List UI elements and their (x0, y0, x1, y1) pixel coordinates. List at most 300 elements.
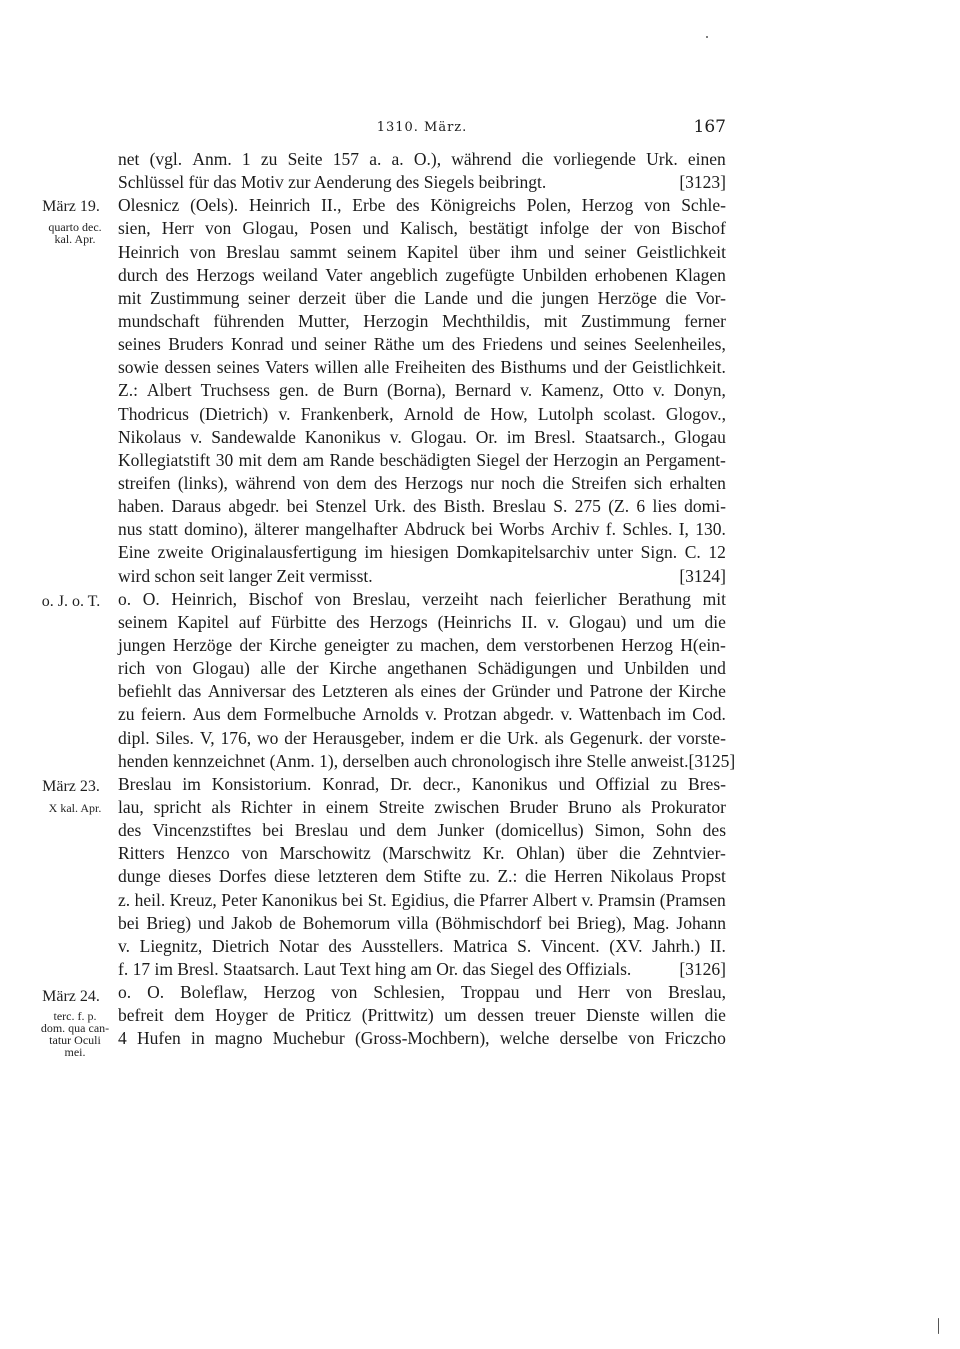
word: C. (684, 542, 701, 563)
word: im (364, 542, 383, 563)
word: seiner (247, 287, 290, 308)
word: rich (118, 658, 146, 679)
word: indem (410, 727, 455, 748)
word: Glogau, (242, 218, 299, 239)
word: Staatsarch., (584, 426, 666, 447)
word: zu (660, 773, 678, 794)
word: Herr (577, 982, 610, 1003)
text-line (118, 773, 726, 796)
margin-note: mei. (64, 1045, 86, 1059)
word: des (413, 496, 437, 517)
text-line-content: Schlüssel für das Motiv zur Aenderung des Siegels beibringt. (118, 172, 547, 193)
word: Vater (325, 264, 363, 285)
word: über (468, 241, 500, 262)
word: und (550, 334, 577, 355)
word: während (451, 149, 512, 169)
text-line (118, 981, 726, 1004)
word: Herzogs (369, 611, 428, 632)
word: Peter (221, 889, 258, 910)
word: Ohlan) (516, 843, 565, 864)
word: Bresl. (534, 426, 576, 447)
word: Vaters (265, 357, 309, 378)
text-line (118, 842, 726, 865)
word: Jakob (231, 912, 273, 933)
text-line (118, 611, 726, 634)
word: 12 (708, 542, 726, 563)
word: durch (118, 264, 158, 285)
word: Siles. (155, 727, 194, 748)
word: dem (227, 704, 258, 725)
word: ihm (510, 241, 538, 262)
word: Ausstellers. (361, 935, 444, 956)
word: Thodricus (118, 403, 189, 424)
word: als (211, 796, 231, 817)
word: Kamenz, (541, 380, 604, 401)
word: alle (260, 658, 286, 679)
word: im (506, 426, 526, 447)
word: Herzöge (172, 634, 233, 655)
word: Herzogs (404, 472, 464, 493)
word: das (177, 681, 202, 702)
word: Daraus (171, 496, 222, 517)
word: mit (238, 449, 262, 470)
word: S. (517, 935, 532, 956)
word: und (556, 681, 583, 702)
word: Jahrh.) (652, 935, 701, 956)
word: 176, (220, 727, 252, 748)
word: Or. (475, 426, 498, 447)
word: Posen (309, 218, 352, 239)
word: Frankenberk, (300, 403, 394, 424)
word: Prokurator (651, 796, 726, 817)
text-line (118, 403, 726, 426)
word: dem (396, 820, 427, 841)
word: um (444, 1005, 467, 1026)
word: dessen (164, 357, 212, 378)
word: Schle- (681, 195, 726, 216)
word: und (476, 287, 503, 308)
word: sien, (118, 218, 151, 239)
word: während (235, 472, 296, 493)
word: Albert (532, 889, 578, 910)
word: Konrad, (322, 773, 380, 794)
word: mit (702, 588, 726, 609)
word: Junker (437, 820, 485, 841)
word: v. (118, 935, 130, 956)
paper-speck (938, 1318, 939, 1334)
word: Stifte (423, 866, 462, 887)
word: Bres- (688, 773, 726, 794)
word: wo (256, 727, 279, 748)
word: über (576, 843, 608, 864)
word: v. (278, 403, 291, 424)
word: Albert (146, 380, 192, 401)
word: Bernard (454, 380, 512, 401)
word: (XV. (609, 935, 643, 956)
word: (Borna), (387, 380, 446, 401)
word: der (462, 681, 486, 702)
word: die (542, 472, 564, 493)
word: des (336, 611, 360, 632)
word: Priticz (305, 1005, 352, 1026)
word: Schädigungen (477, 658, 577, 679)
record-number: [3126] (679, 958, 726, 979)
text-line (118, 634, 726, 657)
word: Olesnicz (118, 195, 180, 216)
word: (Dietrich) (199, 403, 269, 424)
word: v. (560, 704, 573, 725)
word: Herzogin (553, 449, 619, 470)
word: o. (118, 588, 132, 609)
word: domino), (184, 519, 248, 540)
word: der (604, 357, 627, 378)
word: Bisth. (443, 496, 486, 517)
word: S. (553, 496, 568, 517)
word: Kapitel (177, 611, 229, 632)
word: bei (548, 912, 570, 933)
word: dem (336, 472, 367, 493)
text-line (118, 426, 726, 449)
word: erhalten (669, 472, 726, 493)
word: zu (260, 149, 278, 169)
word: Brieg) (146, 912, 192, 933)
word: Urk. (374, 496, 406, 517)
word: sich (633, 472, 663, 493)
word: Muchebur (272, 1028, 345, 1049)
word: der (600, 218, 623, 239)
word: bei (341, 889, 364, 910)
word: nus (118, 519, 143, 540)
word: von (205, 218, 232, 239)
word: von (628, 1028, 655, 1049)
word: Zustimmung (149, 287, 240, 308)
word: die (511, 287, 533, 308)
word: Bruno (567, 796, 612, 817)
word: Bischof (248, 588, 304, 609)
word: Patrone (589, 681, 643, 702)
text-line (118, 194, 726, 217)
word: und (636, 611, 663, 632)
text-line (118, 518, 726, 541)
word: Egidius, (391, 889, 450, 910)
word: die (525, 866, 547, 887)
word: Mechthildis, (442, 310, 531, 331)
word: des (328, 935, 352, 956)
word: Kirche (678, 681, 726, 702)
text-line (118, 565, 726, 588)
word: Dienste (586, 1005, 640, 1026)
word: v. (652, 380, 665, 401)
word: heil. (134, 889, 166, 910)
word: Geistlichkeit. (632, 357, 726, 378)
word: des (165, 264, 189, 285)
word: von (189, 241, 216, 262)
text-line (118, 680, 726, 703)
word: die (453, 889, 475, 910)
word: des (292, 681, 316, 702)
word: die (704, 611, 726, 632)
word: Propst (681, 866, 726, 887)
word: der (239, 634, 262, 655)
word: willen (650, 1005, 694, 1026)
word: Brieg), (576, 912, 626, 933)
word: (domicellus) (495, 820, 584, 841)
word: die (704, 1005, 726, 1026)
word: Vincenzstiftes (152, 820, 252, 841)
word: dem (267, 449, 298, 470)
word: Mutter, (298, 310, 350, 331)
word: I, (678, 519, 689, 540)
word: Herzog (263, 982, 316, 1003)
document-body (118, 148, 736, 1050)
word: Herzogin (363, 310, 429, 331)
word: von (331, 982, 358, 1003)
word: eines (420, 681, 457, 702)
word: und (572, 357, 599, 378)
word: Worbs (499, 519, 545, 540)
word: im (667, 704, 686, 725)
word: v. (520, 380, 533, 401)
text-line (118, 703, 726, 726)
word: infolge (539, 218, 590, 239)
text-line-content: wird schon seit langer Zeit vermisst. (118, 565, 373, 586)
word: v. (547, 611, 560, 632)
word: Breslau, (352, 588, 411, 609)
word: die (665, 287, 687, 308)
word: zu (396, 634, 413, 655)
word: (Z. (608, 496, 630, 517)
word: Archiv (550, 519, 600, 540)
word: Offizial (595, 773, 650, 794)
text-line (118, 750, 736, 773)
word: Vincent. (540, 935, 600, 956)
word: Nikolaus (610, 866, 674, 887)
word: als (544, 727, 564, 748)
word: Herren (554, 866, 603, 887)
word: (Böhmischdorf (435, 912, 542, 933)
word: 157 (332, 149, 359, 169)
word: Letzteren (321, 681, 388, 702)
word: willen (314, 357, 359, 378)
word: in (190, 1028, 205, 1049)
text-line (118, 541, 726, 564)
word: Klagen (675, 264, 726, 285)
word: Eine (118, 542, 151, 563)
word: der (649, 727, 672, 748)
word: Notar (278, 935, 319, 956)
text-line (118, 935, 726, 958)
word: Glogau. (410, 426, 467, 447)
word: Erbe (352, 195, 386, 216)
word: Vor- (695, 287, 726, 308)
word: Arnold (403, 403, 454, 424)
text-line-content: henden kennzeichnet (Anm. 1), derselben auch chronologisch ihre Stelle anweist. (118, 750, 689, 771)
word: derzeit (298, 287, 346, 308)
word: Domkapitelsarchiv (456, 542, 590, 563)
word: derselbe (559, 1028, 618, 1049)
word: Breslau (118, 773, 172, 794)
word: zwischen (434, 796, 500, 817)
word: dem (486, 634, 517, 655)
word: und (699, 658, 726, 679)
word: lau, (118, 796, 144, 817)
word: auf (238, 611, 262, 632)
word: die (394, 287, 416, 308)
word: Kanonikus (471, 773, 548, 794)
word: lies (652, 496, 677, 517)
word: v. (389, 426, 402, 447)
margin-date: o. J. o. T. (41, 593, 101, 610)
word: O. (147, 982, 165, 1003)
word: Originalausfertigung (210, 542, 357, 563)
word: Glogov., (665, 403, 726, 424)
word: des (374, 472, 398, 493)
word: de (463, 403, 481, 424)
text-line (118, 1004, 726, 1027)
word: als (621, 796, 642, 817)
word: letzteren (317, 866, 378, 887)
word: Polen, (526, 195, 571, 216)
word: II., (321, 195, 342, 216)
word: am (302, 449, 325, 470)
word: machen, (420, 634, 480, 655)
margin-notes (0, 0, 118, 1349)
word: dieses (168, 866, 212, 887)
word: Protzan (443, 704, 497, 725)
word: Bisthums (500, 357, 567, 378)
word: net (118, 149, 140, 169)
margin-note: dom. qua can- (40, 1021, 110, 1035)
word: die (619, 843, 641, 864)
word: jungen (541, 287, 590, 308)
word: Kalisch, (400, 218, 458, 239)
word: beschädigten (379, 449, 471, 470)
word: Berathung (618, 588, 691, 609)
word: von (644, 195, 671, 216)
text-line (118, 310, 726, 333)
word: jungen (118, 634, 166, 655)
word: nach (489, 588, 523, 609)
word: domi- (684, 496, 726, 517)
margin-note: X kal. Apr. (48, 801, 102, 815)
word: (Gross-Mochbern), (354, 1028, 490, 1049)
word: seinem (347, 241, 397, 262)
word: (Heinrichs (437, 611, 512, 632)
word: Pfarrer (479, 889, 528, 910)
word: mit (543, 310, 568, 331)
word: Dorfes (218, 866, 267, 887)
word: Anm. (192, 149, 232, 169)
word: bei (471, 519, 493, 540)
word: (Pramsen (659, 889, 726, 910)
word: zugefügte (445, 264, 515, 285)
word: von (633, 218, 661, 239)
word: dem (385, 866, 416, 887)
word: Kanonikus (261, 889, 338, 910)
word: f. (605, 519, 616, 540)
word: de (279, 912, 296, 933)
text-line (118, 148, 726, 171)
word: Glogau) (192, 658, 250, 679)
word: gen. (278, 380, 309, 401)
word: Kirche (269, 634, 317, 655)
word: Abdruck (403, 519, 466, 540)
word: und (290, 334, 318, 355)
word: bestätigt (469, 218, 529, 239)
word: um (421, 334, 445, 355)
word: Glogau (674, 426, 726, 447)
word: verstorbenen (523, 634, 615, 655)
word: seiner (584, 241, 627, 262)
word: seines (583, 334, 627, 355)
word: weiland (262, 264, 318, 285)
word: v. (581, 889, 594, 910)
word: dessen (477, 1005, 524, 1026)
word: 6 (636, 496, 646, 517)
margin-date: März 19. (42, 198, 100, 215)
word: Kirche (329, 658, 377, 679)
word: Kollegiatstift (118, 449, 211, 470)
word: de (278, 1005, 295, 1026)
word: seiner (324, 334, 367, 355)
word: O. (142, 588, 160, 609)
word: mundschaft (118, 310, 200, 331)
word: v. (424, 704, 437, 725)
text-line (118, 472, 726, 495)
word: Herzog (581, 195, 634, 216)
word: Friedens (482, 334, 543, 355)
word: villa (397, 912, 429, 933)
word: mit (118, 287, 142, 308)
word: Rande (329, 449, 375, 470)
word: spricht (153, 796, 202, 817)
word: Seite (287, 149, 323, 169)
word: Pramsin (597, 889, 656, 910)
word: Räthe (373, 334, 415, 355)
word: streifen (118, 472, 171, 493)
word: von (625, 982, 653, 1003)
word: St. (367, 889, 387, 910)
word: Sohn (655, 820, 692, 841)
word: Konsistorium. (211, 773, 312, 794)
text-line (118, 588, 726, 611)
word: Zehntvier- (652, 843, 726, 864)
word: How, (490, 403, 528, 424)
word: feiern. (140, 704, 187, 725)
word: Kr. (482, 843, 505, 864)
record-number: [3125] (688, 750, 736, 771)
word: Aus (192, 704, 221, 725)
word: Heinrich, (171, 588, 237, 609)
word: Glogau) (569, 611, 627, 632)
word: (Oels). (190, 195, 239, 216)
word: a. (391, 149, 404, 169)
word: um (672, 611, 695, 632)
margin-note: kal. Apr. (54, 232, 96, 246)
word: Cod. (692, 704, 726, 725)
word: des (702, 820, 726, 841)
word: II. (521, 611, 538, 632)
word: bei (118, 912, 140, 933)
word: (links), (177, 472, 228, 493)
word: Arnolds (362, 704, 419, 725)
text-line (118, 264, 726, 287)
word: Breslau (492, 496, 546, 517)
text-line (118, 865, 726, 888)
word: als (394, 681, 414, 702)
word: des (118, 820, 142, 841)
word: diese (274, 866, 311, 887)
